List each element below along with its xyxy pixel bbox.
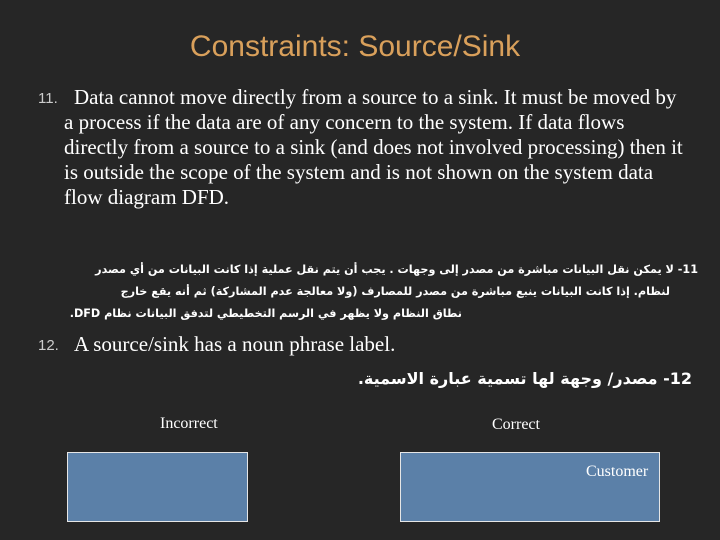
correct-label: Correct bbox=[492, 416, 540, 433]
item-11-arabic-line-2: لنظام. إذا كانت البيانات ينبع مباشرة من مصدر للمصارف (ولا معالجة عدم المشاركة) ثم أنه يقع خارج bbox=[120, 285, 670, 298]
item-11-text: Data cannot move directly from a source to a sink. It must be moved by a process if the data are of any concern to the system. If data flows directly from a source to a sink (and does not involved processing) then it is outside the scope of the system and is not shown on the system data flow diagram DFD. bbox=[64, 85, 683, 209]
item-11-arabic-line-3: نطاق النظام ولا يظهر في الرسم التخطيطي لتدفق البيانات نظام DFD. bbox=[69, 307, 462, 320]
item-11-arabic-line-1: 11- لا يمكن نقل البيانات مباشرة من مصدر إلى وجهات . يجب أن يتم نقل عملية إذا كانت البيانات من أي مصدر bbox=[95, 263, 698, 276]
incorrect-example-box bbox=[67, 452, 248, 522]
item-11-number: 11. bbox=[38, 90, 58, 107]
incorrect-label: Incorrect bbox=[160, 415, 218, 432]
item-12-number: 12. bbox=[38, 337, 59, 354]
item-12-text: A source/sink has a noun phrase label. bbox=[74, 332, 396, 356]
correct-box-label: Customer bbox=[586, 463, 649, 480]
correct-example-box bbox=[400, 452, 660, 522]
item-12-arabic-line: 12- مصدر/ وجهة لها تسمية عبارة الاسمية. bbox=[357, 369, 692, 388]
slide-title: Constraints: Source/Sink bbox=[189, 30, 521, 63]
